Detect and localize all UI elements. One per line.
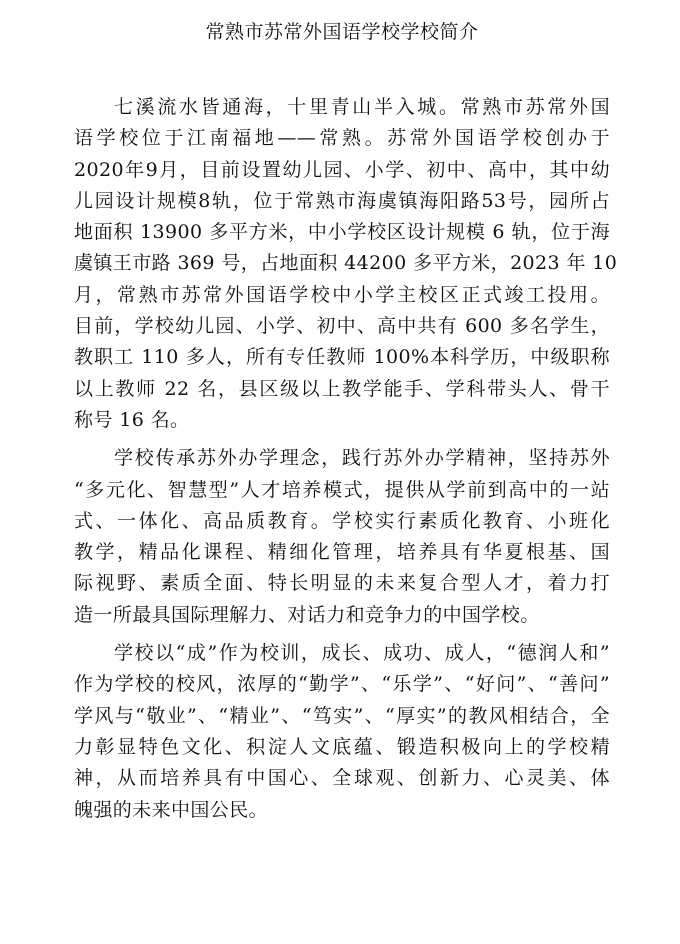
paragraph-1 [74, 92, 618, 436]
text-line: 学校传承苏外办学理念，践行苏外办学精神，坚持苏外 [114, 447, 610, 470]
text-line: 魄强的未来中国公民。 [74, 798, 269, 821]
paragraph-3 [74, 638, 610, 826]
text-line: 称号 16 名。 [74, 408, 190, 431]
text-line: 造一所最具国际理解力、对话力和竞争力的中国学校。 [74, 603, 540, 626]
text-line: 际视野、素质全面、特长明显的未来复合型人才，着力打 [74, 572, 610, 595]
text-line: 式、一体化、高品质教育。学校实行素质化教育、小班化 [74, 509, 610, 532]
text-line: 神，从而培养具有中国心、全球观、创新力、心灵美、体 [74, 767, 610, 790]
text-line: 学风与“敬业”、“精业”、“笃实”、“厚实”的教风相结合，全 [74, 704, 610, 727]
text-line: 虞镇王市路 369 号，占地面积 44200 多平方米，2023 年 10 [74, 252, 618, 275]
text-line: 以上教师 22 名，县区级以上教学能手、学科带头人、骨干 [74, 377, 610, 400]
text-line: 地面积 13900 多平方米，中小学校区设计规模 6 轨，位于海 [74, 221, 610, 244]
paragraph-2 [74, 443, 610, 631]
text-line: 七溪流水皆通海，十里青山半入城。常熟市苏常外国 [114, 96, 610, 118]
text-line: 教职工 110 多人，所有专任教师 100%本科学历，中级职称 [74, 346, 610, 369]
text-line: 力彰显特色文化、积淀人文底蕴、锻造积极向上的学校精 [74, 735, 610, 758]
text-line: 学校以“成”作为校训，成长、成功、成人，“德润人和” [114, 642, 610, 665]
text-line: “多元化、智慧型”人才培养模式，提供从学前到高中的一站 [74, 478, 610, 501]
text-line: 儿园设计规模8轨，位于常熟市海虞镇海阳路53号，园所占 [74, 189, 610, 212]
text-line: 语学校位于江南福地——常熟。苏常外国语学校创办于 [74, 127, 610, 150]
text-line: 目前，学校幼儿园、小学、初中、高中共有 600 多名学生， [74, 315, 610, 338]
text-line: 作为学校的校风，浓厚的“勤学”、“乐学”、“好问”、“善问” [74, 673, 610, 696]
text-line: 教学，精品化课程、精细化管理，培养具有华夏根基、国 [74, 541, 610, 564]
text-line: 2020年9月，目前设置幼儿园、小学、初中、高中，其中幼 [74, 158, 610, 181]
text-line: 月，常熟市苏常外国语学校中小学主校区正式竣工投用。 [74, 283, 610, 306]
document-title: 常熟市苏常外国语学校学校简介 [205, 21, 479, 43]
